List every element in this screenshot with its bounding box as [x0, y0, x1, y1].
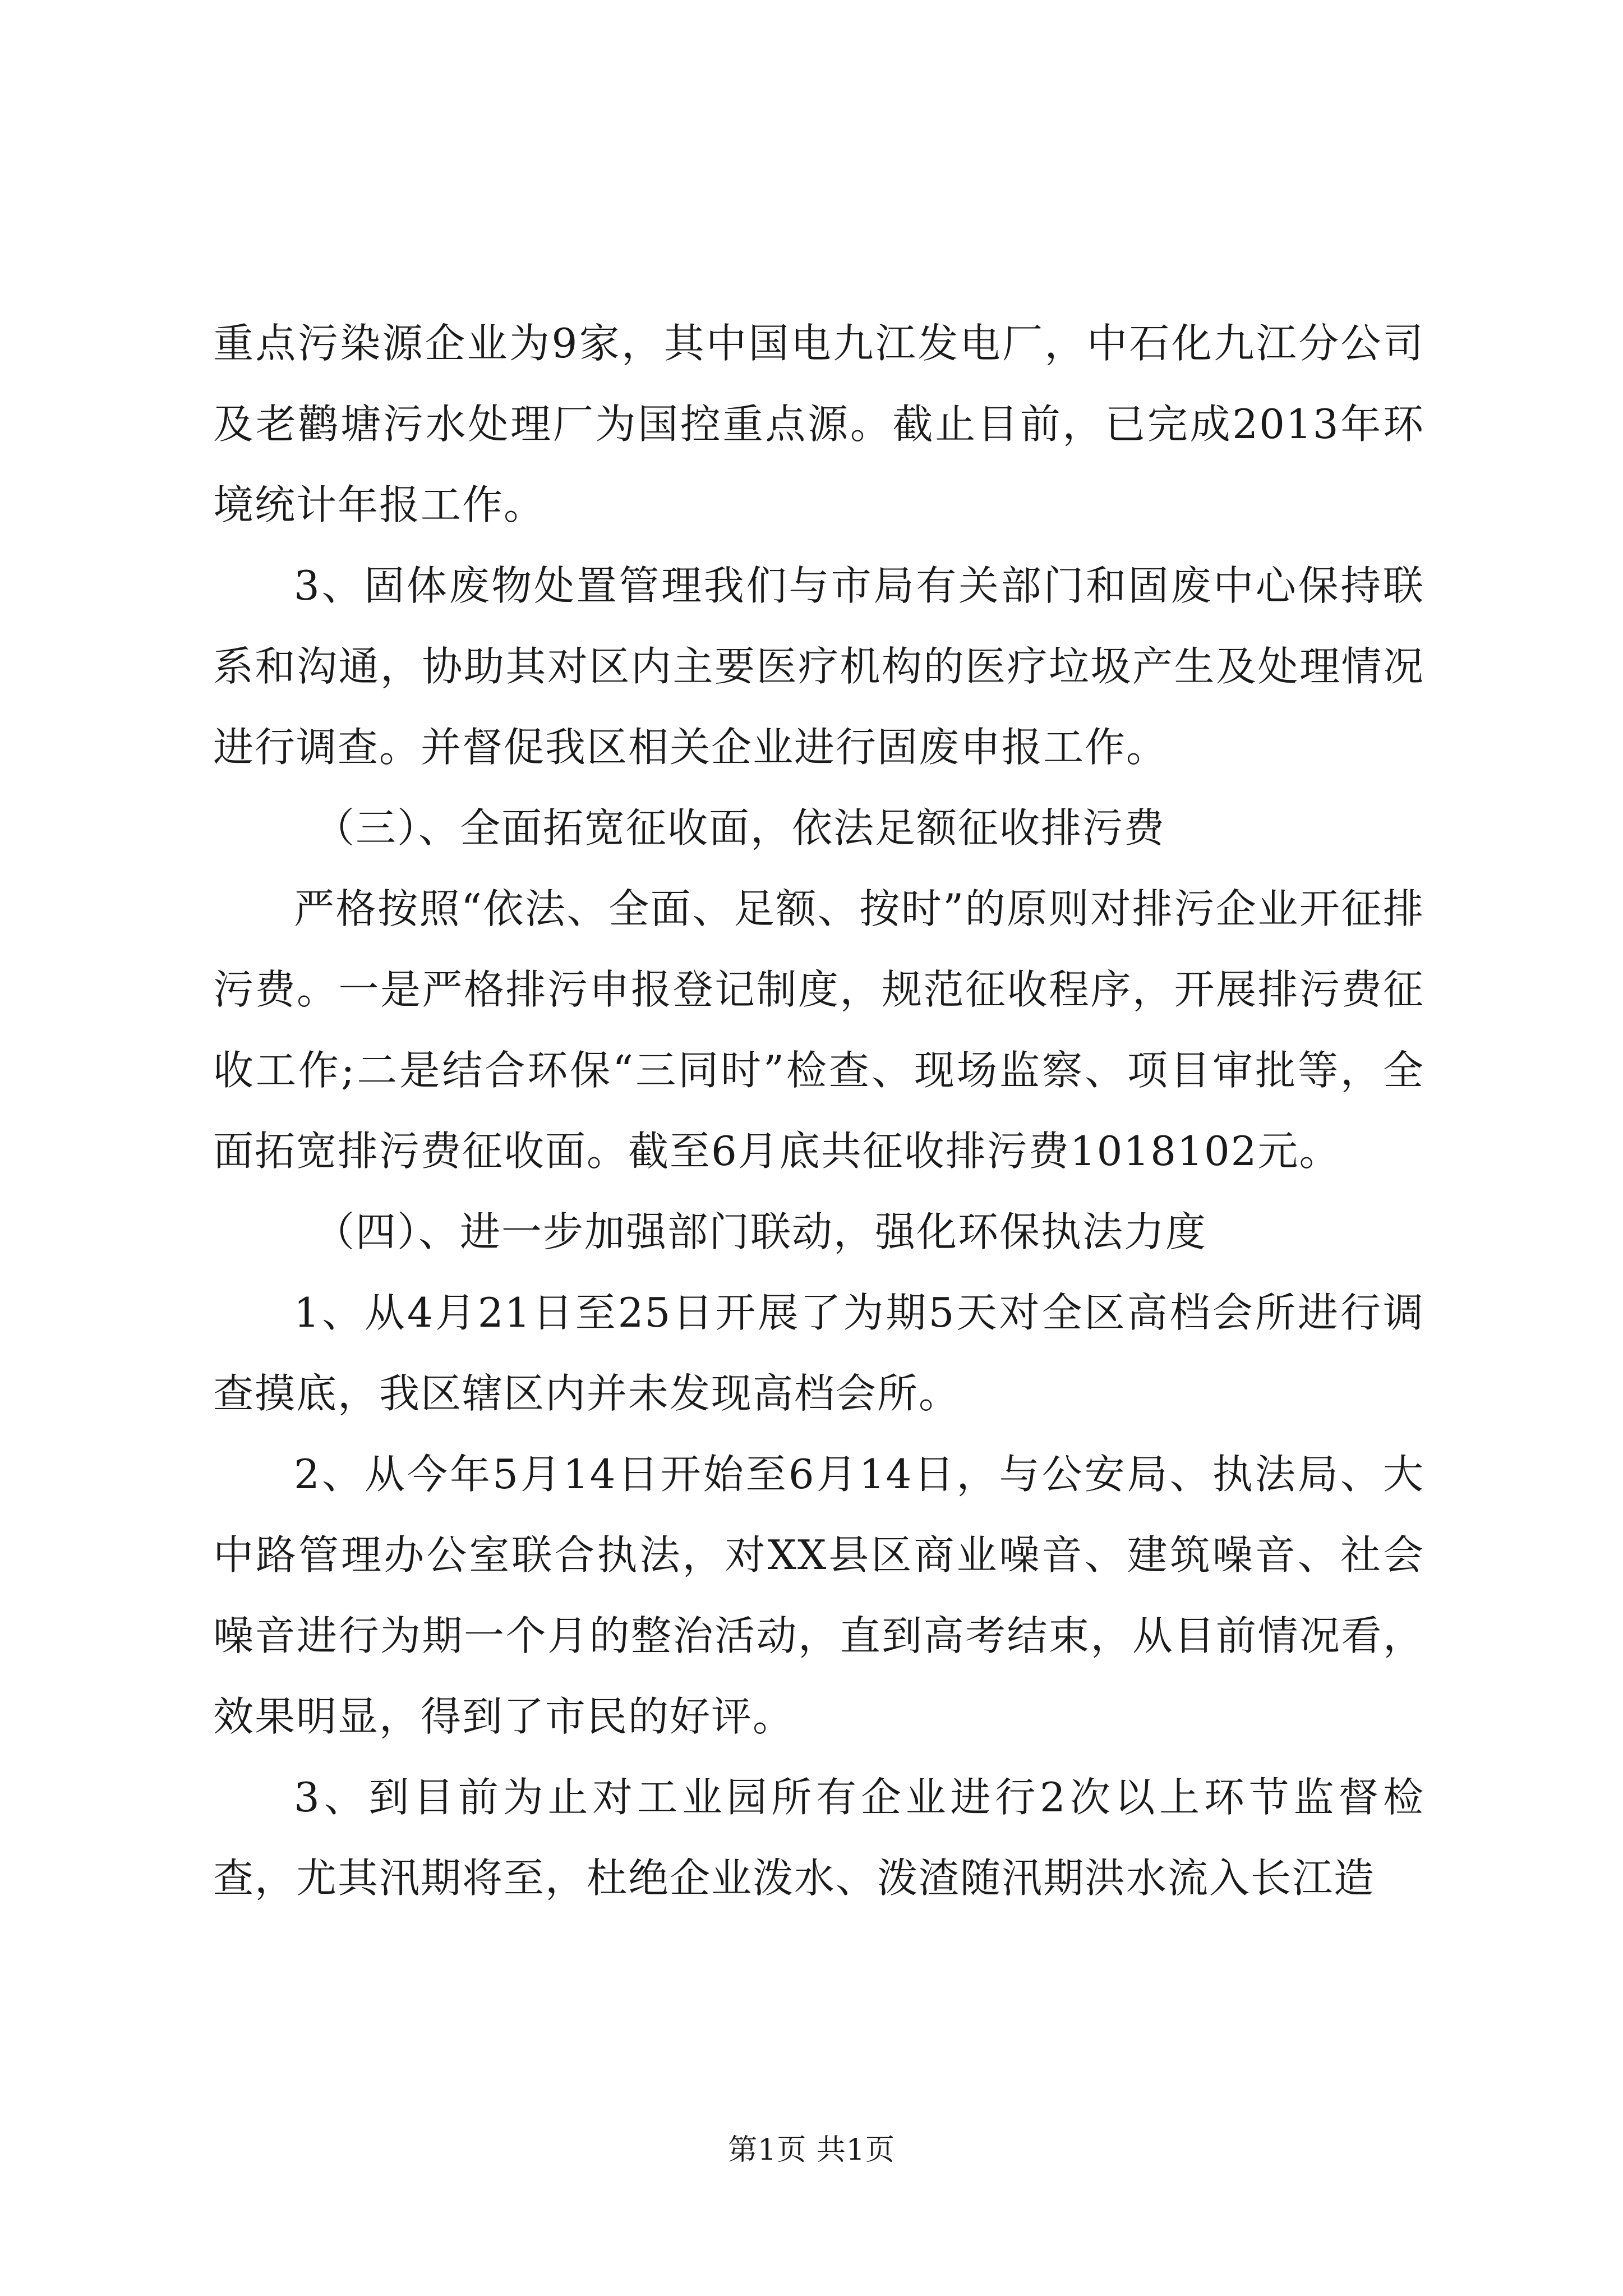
paragraph-pollution-fee: 严格按照“依法、全面、足额、按时”的原则对排污企业开征排污费。一是严格排污申报登记制度，规范征收程序，开展排污费征收工作;二是结合环保“三同时”检查、现场监察、项目审批等，全面拓宽排污费征收面。截至6月底共征收排污费1018102元。: [213, 885, 1424, 1175]
paragraph-item-3: 3、到目前为止对工业园所有企业进行2次以上环节监督检查，尤其汛期将至，杜绝企业泼水、泼渣随汛期洪水流入长江造: [213, 1774, 1424, 1902]
paragraph-item-2: 2、从今年5月14日开始至6月14日，与公安局、执法局、大中路管理办公室联合执法，对XX县区商业噪音、建筑噪音、社会噪音进行为期一个月的整治活动，直到高考结束，从目前情况看，效果明显，得到了市民的好评。: [213, 1451, 1424, 1740]
body-text: [213, 303, 1424, 1918]
paragraph-solid-waste: 3、固体废物处置管理我们与市局有关部门和固废中心保持联系和沟通，协助其对区内主要医疗机构的医疗垃圾产生及处理情况进行调查。并督促我区相关企业进行固废申报工作。: [213, 562, 1424, 771]
paragraph-item-1: 1、从4月21日至25日开展了为期5天对全区高档会所进行调查摸底，我区辖区内并未发现高档会所。: [213, 1289, 1424, 1417]
section-heading-4: （四）、进一步加强部门联动，强化环保执法力度: [314, 1208, 1207, 1255]
paragraph-continuation: 重点污染源企业为9家，其中国电九江发电厂，中石化九江分公司及老鹳塘污水处理厂为国控重点源。截止目前，已完成2013年环境统计年报工作。: [213, 320, 1424, 528]
page-footer: 第1页 共1页: [728, 2133, 895, 2167]
section-heading-3: （三）、全面拓宽征收面，依法足额征收排污费: [314, 804, 1166, 852]
